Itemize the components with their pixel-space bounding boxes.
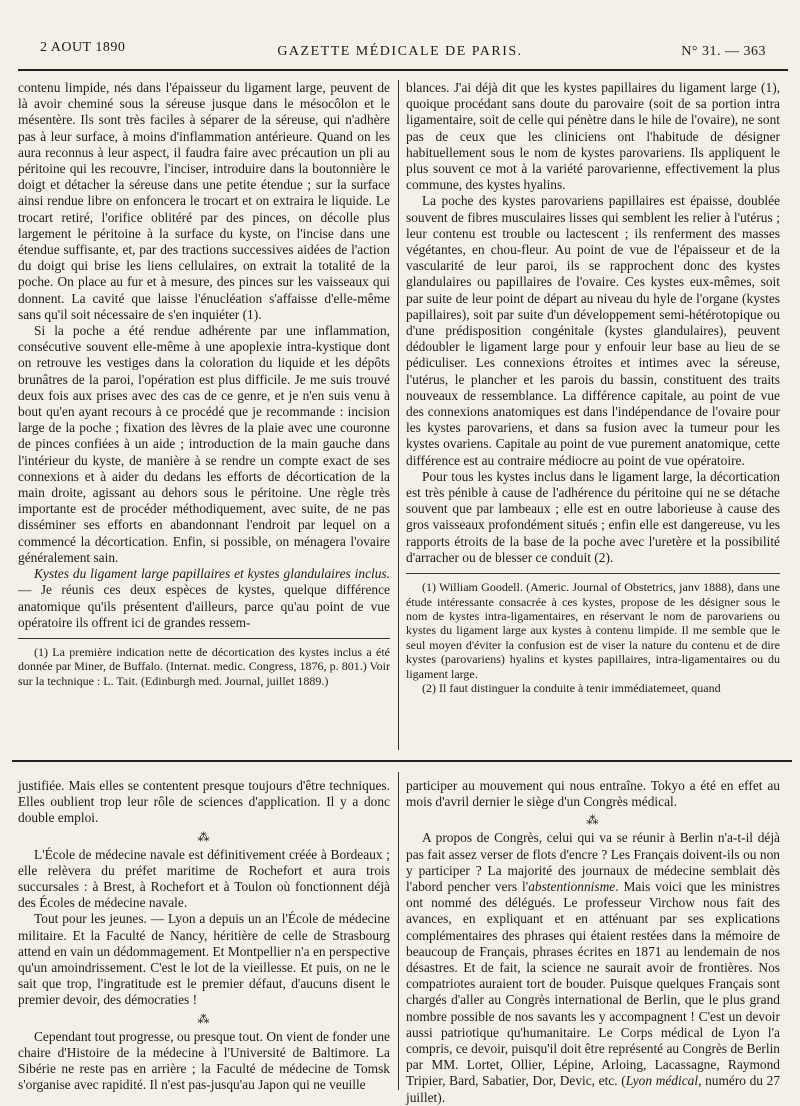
asterism: ⁂ [197, 829, 211, 844]
footnote: (2) Il faut distinguer la conduite à tenir immédiatemeet, quand [422, 680, 721, 695]
paragraph: participer au mouvement qui nous entraîne. Tokyo a été en effet au mois d'avril dernier le siège d'un Congrès médical. [406, 778, 780, 810]
asterism: ⁂ [197, 1011, 211, 1026]
paragraph: Cependant tout progresse, ou presque tout. On vient de fonder une chaire d'Histoire de la médecine à l'Université de Baltimore. La Sibérie ne reste pas en arrière ; la Faculté de médecine de Tomsk s'organise avec rapidité. Il n'est pas-jusqu'au Japon qui ne veuille [18, 1028, 390, 1093]
paragraph-text: . Mais voici que les ministres ont nommé des délégués. Le professeur Virchow nous fait des avances, en expliquant et en atténuant par ses explications complémentaires des phrases qui étaient restées dans la mémoire de beaucoup de Français, phrases écrites en 1871 au lendemain de nos désastres. Et de fait, la science ne saurait avoir de frontières. Nos compatriotes auraient tort de bouder. Puisque quelques Français sont chargés d'aller au Congrès international de Berlin, que le plus grand nombre possible de nos savants les y accompagnent ! C'est un devoir aussi patriotique qu'humanitaire. Le Corps médical de Lyon l'a compris, ce devoir, puisqu'il doit être représenté au Congrès de Berlin par MM. Lortet, Ollier, Lépine, Arloing, Lacassagne, Raymond Tripier, Bard, Sabatier, Dor, Devic, etc. ( [406, 879, 781, 1089]
asterism: ⁂ [586, 813, 600, 828]
paragraph-text: — Je réunis ces deux espèces de kystes, quelque différence anatomique qu'ils présentent d'ailleurs, parce qu'au point de vue opératoire ils offrent ici de grandes ressem- [18, 582, 390, 630]
footnote: (1) La première indication nette de décortication des kystes inclus a été donnée par Miner, de Buffalo. (Internat. medic. Congress, 1876, p. 801.) Voir sur la technique : L. Tait. (Edinburgh med. Journal, juillet 1889.) [18, 644, 390, 688]
column-rule [398, 772, 399, 1090]
section-heading: Kystes du ligament large papillaires et kystes glandulaires inclus. [34, 566, 390, 582]
footnote-separator [406, 573, 780, 574]
paragraph: contenu limpide, nés dans l'épaisseur du ligament large, peuvent de là avoir cheminé sous la séreuse jusque dans le mésocôlon et le mésentère. Ils sont très faciles à séparer de la séreuse, qui n'adhère pas à leur surface, à moins d'inflammation antérieure. Quand on les aura reconnus à leur aspect, il faudra faire avec précaution un pli au péritoine qui les recouvre, l'inciser, introduire dans la boutonnière le doigt et détacher la séreuse dans une petite étendue ; sur la surface ainsi rendue libre on enfoncera le trocart et on extraira le liquide. Le trocart retiré, l'orifice oblitéré par des pinces, on décolle plus largement le péritoine à la surface du kyste, on l'incise dans une étendue suffisante, et, par des tractions successives aidées de l'action du doigt qui brise les liens cellulaires, on extrait la totalité de la poche. On place au fur et à mesure, des pinces sur les vaisseaux qui donnent. La cavité que laisse l'énucléation s'affaisse d'elle-même sans qu'il soit nécessaire de s'en inquiéter (1). [18, 80, 390, 322]
paragraph: La poche des kystes parovariens papillaires est épaisse, doublée souvent de fibres musculaires lisses qui semblent les relier à l'utérus ; leur contenu est trouble ou lactescent ; ils renferment des masses végétantes, en chou-fleur. Au point de vue de l'épaisseur et de la vascularité de leur paroi, ils se rapprochent donc des kystes glandulaires ou papillaires de l'ovaire. Ces kystes eux-mêmes, soit par suite de leur point de départ au niveau du hyle de l'organe (kystes papillaires), soit par suite d'un développement semi-hétérotopique ou d'une prédisposition congénitale (kystes glandulaires), peuvent dédoubler le ligament large pour y enfouir leur base au lieu de se pédiculiser. Les connexions étroites et intimes avec la séreuse, l'utérus, le plancher et les parois du bassin, constituent des traits nouveaux de ressemblance. La différence capitale, au point de vue des connexions anatomiques est dans l'indépendance de l'ovaire pour les kystes parovariens, et dans sa fusion avec la tumeur pour les kystes ovariens. Capitale au point de vue purement anatomique, cette différence est au contraire médiocre au point de vue opératoire. [406, 193, 780, 468]
bottom-left-column [18, 778, 390, 1093]
paragraph: Si la poche a été rendue adhérente par une inflammation, consécutive souvent elle-même à une apoplexie intra-kystique dont on retrouve les vestiges dans la coloration du liquide et les dépôts brunâtres de la paroi, l'opération est plus difficile. Je me suis trouvé deux fois aux prises avec des cas de ce genre, et je n'en suis venu à bout qu'en ayant recours à ce procédé que je recommande : incision large de la poche ; fixation des lèvres de la plaie avec une couronne de pinces confiées à un aide ; introduction de la main gauche dans l'intérieur du kyste, de manière à se rendre un compte exact de ses connexions et à aider du dedans les efforts de décortication de la main droite, agissant au dehors sous le péritoine. Une règle très importante est de procéder méthodiquement, avec suite, de ne pas disséminer ses efforts en abandonnant l'endroit par lequel on a commencé la décortication. Enfin, si possible, on ménagera l'ovaire généralement sain. [18, 323, 390, 565]
paragraph-text: A propos de Congrès, celui qui va se réunir à Berlin n'a-t-il déjà pas fait assez verser de flots d'encre ? Les Français doivent-ils ou non y participer ? La majorité des journaux de médecine semblait dès l'abord pencher vers l' [406, 830, 780, 895]
header-rule [18, 69, 788, 71]
paragraph-text: , numéro du 27 juillet). [406, 1073, 780, 1105]
page-header [0, 30, 800, 68]
paragraph: L'École de médecine navale est définitivement créée à Bordeaux ; elle relèvera du préfet maritime de Rochefort et aura trois succursales : à Brest, à Rochefort et à Toulon où fonctionnent déjà des Écoles de médecine navale. [18, 846, 390, 911]
footnote-separator [18, 638, 390, 639]
footnote: (1) William Goodell. (Americ. Journal of Obstetrics, janv 1888), dans une étude intéressante consacrée à ces kystes, propose de les désigner sous le nom de kystes intra-ligamentaires, en réservant le nom de parovariens ou kystes du ligament large aux kystes à contenu limpide. Il me semble que le seul moyen d'éviter la confusion est de viser la nature du contenu et de dire kystes (parovariens) hyalins et kystes papillaires, intra-ligamentaires ou du ligament large. [406, 580, 780, 681]
paragraph [18, 566, 390, 631]
issue-page-number: N° 31. — 363 [681, 44, 766, 59]
journal-title: GAZETTE MÉDICALE DE PARIS. [277, 44, 523, 59]
issue-date: 2 AOUT 1890 [40, 40, 126, 55]
paragraph: blances. J'ai déjà dit que les kystes papillaires du ligament large (1), quoique procédant sans doute du parovaire (soit de sa portion intra ligamentaire, soit de celle qui pénètre dans le hile de l'ovaire), ne sont pas de ceux que les cliniciens ont l'habitude de désigner habituellement sous le nom de kystes parovariens. Ils appliquent le plus souvent ce mot à la variété parovarienne, effectivement la plus commune, des kystes hyalins. [406, 80, 780, 193]
emphasis: abstentionnisme [528, 879, 616, 895]
paragraph: Tout pour les jeunes. — Lyon a depuis un an l'École de médecine militaire. Et la Faculté de Nancy, héritière de celle de Strasbourg attend en vain un dédommagement. Et Montpellier n'a en perspective qu'un amoindrissement. C'est le lot de la vieillesse. Et puis, on ne le sait que trop, l'ingratitude est le premier défaut, d'aucuns disent le premier devoir, des démocraties ! [18, 911, 390, 1008]
column-rule [398, 80, 399, 750]
top-left-column [18, 80, 390, 750]
emphasis: Lyon médical [625, 1073, 699, 1089]
paragraph [406, 830, 780, 1105]
paragraph: Pour tous les kystes inclus dans le ligament large, la décortication est très pénible à cause de l'adhérence du péritoine qui ne se détache souvent que par lambeaux ; elle est en outre laborieuse à cause des gros vaisseaux profondément situés ; enfin elle est dangereuse, vu les rapports étroits de la base de la poche avec l'uretère et la possibilité d'arracher ou de blesser ce conduit (2). [406, 468, 780, 565]
top-right-column [406, 80, 780, 750]
section-divider [12, 760, 792, 762]
bottom-right-column [406, 778, 781, 1105]
paragraph: justifiée. Mais elles se contentent presque toujours d'être techniques. Elles oublient trop leur rôle de sciences d'application. Il y a donc double emploi. [18, 778, 390, 826]
